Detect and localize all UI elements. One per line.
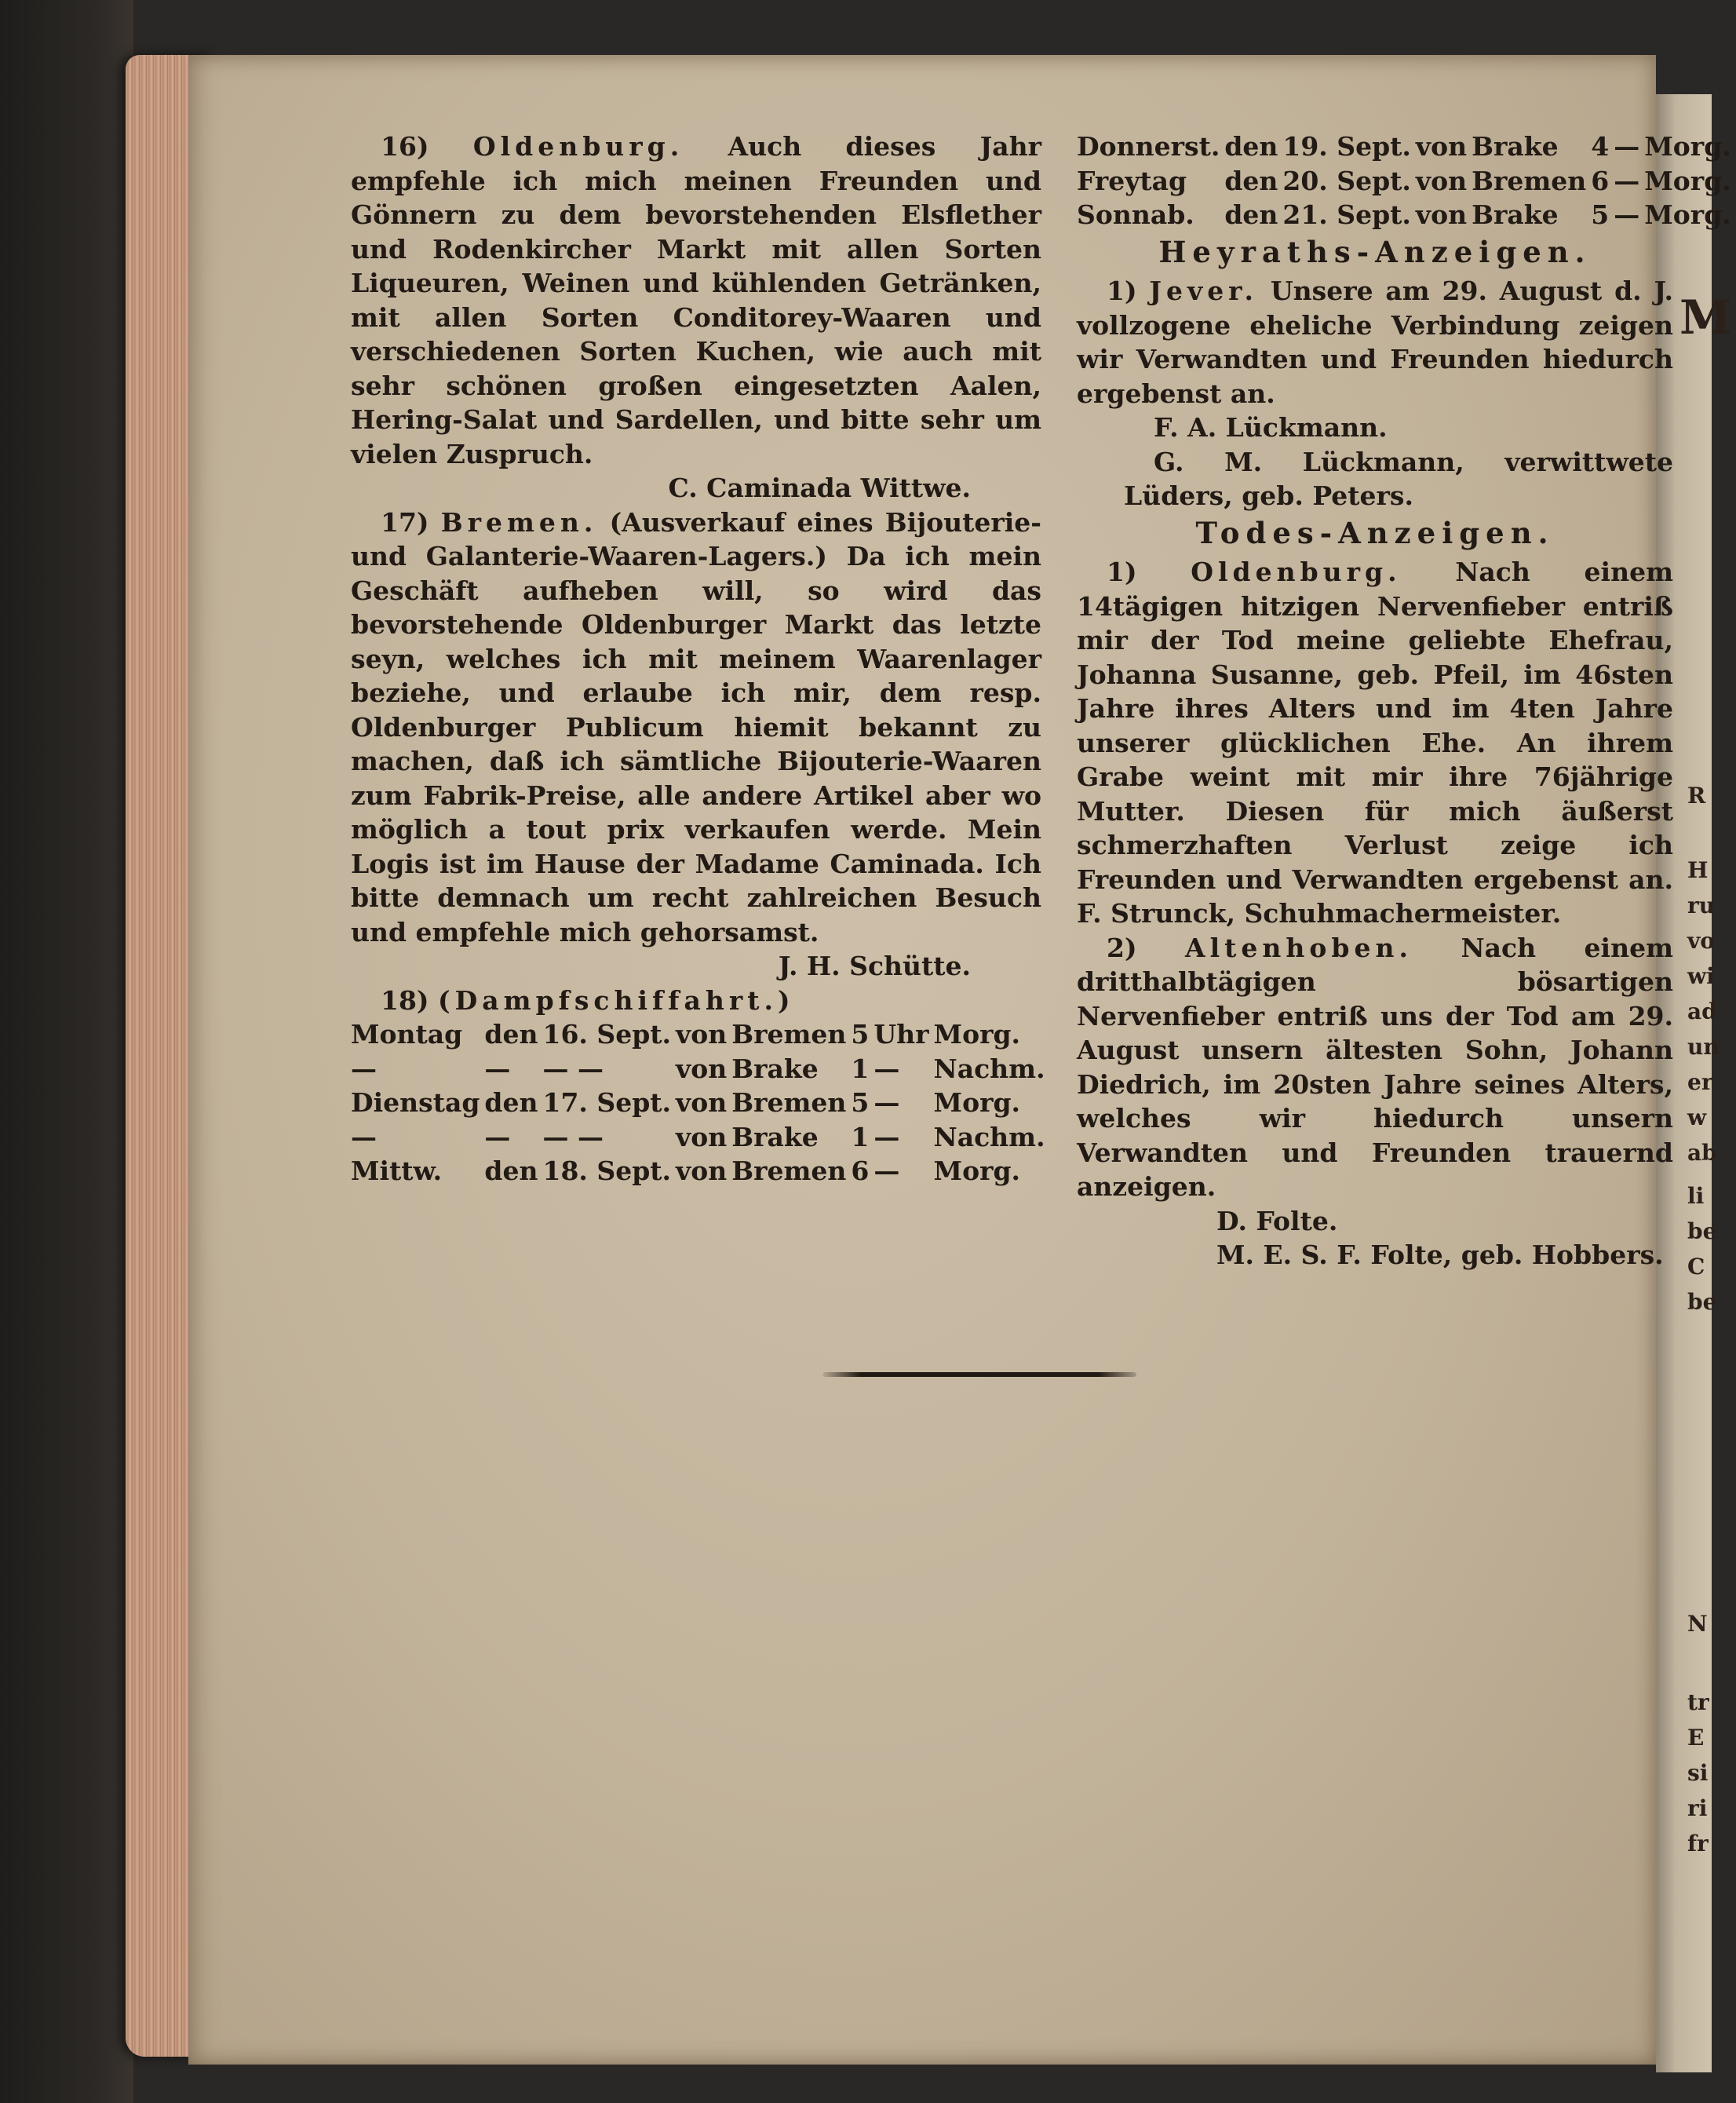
schedule-den: den bbox=[484, 1087, 538, 1118]
schedule-hour: 4 bbox=[1591, 131, 1610, 162]
ad-text: Auch dieses Jahr empfehle ich mich meinen Freunden und Gönnern zu dem bevorstehenden Elsflether und Rodenkircher Markt mit allen Sorten Liqueuren, Weinen und kühlenden Getränken, mit allen Sorten Conditorey-Waaren und verschiedenen Sorten Kuchen, wie auch mit sehr schönen großen eingesetzten Aalen, Hering-Salat und Sardellen, und bitte sehr um vielen Zuspruch. bbox=[351, 131, 1041, 469]
facing-page-text: fr bbox=[1687, 1831, 1709, 1857]
notice-signature: D. Folte. bbox=[1216, 1205, 1338, 1236]
facing-page-text: be bbox=[1687, 1218, 1717, 1244]
facing-page-text: ri bbox=[1687, 1795, 1708, 1821]
schedule-von: von bbox=[676, 1019, 728, 1050]
schedule-von: von bbox=[676, 1053, 728, 1084]
schedule-von: von bbox=[1415, 199, 1468, 230]
schedule-row bbox=[1077, 130, 1736, 164]
schedule-day: — bbox=[351, 1053, 377, 1084]
steamship-schedule-continued bbox=[1077, 130, 1736, 232]
steamship-schedule bbox=[351, 1017, 1050, 1188]
schedule-time: Morg. bbox=[933, 1087, 1021, 1118]
schedule-time: Nachm. bbox=[933, 1053, 1045, 1084]
schedule-time: Nachm. bbox=[933, 1121, 1045, 1152]
schedule-row bbox=[351, 1154, 1050, 1188]
schedule-place: Bremen bbox=[1472, 165, 1587, 196]
schedule-von: von bbox=[676, 1087, 728, 1118]
schedule-von: von bbox=[676, 1156, 728, 1186]
schedule-von: von bbox=[1415, 131, 1468, 162]
schedule-place: Bremen bbox=[731, 1156, 847, 1186]
schedule-time: Morg. bbox=[933, 1156, 1021, 1186]
schedule-unit: — bbox=[873, 1053, 900, 1084]
facing-page-text: er bbox=[1687, 1069, 1713, 1095]
ad-18 bbox=[351, 984, 1041, 1018]
schedule-date: 16. Sept. bbox=[542, 1019, 672, 1050]
facing-page-text: N bbox=[1687, 1611, 1708, 1637]
schedule-unit: — bbox=[1614, 199, 1640, 230]
facing-page-text: ab bbox=[1687, 1140, 1717, 1166]
schedule-hour: 1 bbox=[851, 1121, 870, 1152]
facing-page-text: un bbox=[1687, 1034, 1720, 1060]
ad-number: 17) bbox=[381, 506, 429, 538]
facing-page-text: ad bbox=[1687, 999, 1717, 1024]
ad-signature: J. H. Schütte. bbox=[778, 951, 971, 981]
notice-place: Oldenburg. bbox=[1191, 557, 1402, 587]
schedule-hour: 6 bbox=[851, 1156, 870, 1186]
left-text-column bbox=[351, 130, 1045, 1188]
facing-page-text: C bbox=[1687, 1254, 1705, 1280]
schedule-place: Brake bbox=[1472, 199, 1559, 230]
notice-place: Altenhoben. bbox=[1185, 932, 1413, 963]
schedule-unit: — bbox=[873, 1156, 900, 1186]
schedule-date: — — bbox=[542, 1053, 604, 1084]
schedule-unit: — bbox=[1614, 165, 1640, 196]
schedule-hour: 5 bbox=[851, 1019, 870, 1050]
schedule-den: den bbox=[1224, 165, 1278, 196]
schedule-time: Morg. bbox=[1644, 131, 1731, 162]
schedule-date: — — bbox=[542, 1121, 604, 1152]
schedule-den: den bbox=[1224, 131, 1278, 162]
ad-text: (Ausverkauf eines Bijouterie- und Galanterie-Waaren-Lagers.) Da ich mein Geschäft aufheben will, so wird das bevorstehende Oldenburger Markt das letzte seyn, welches ich mit meinem Waarenlager beziehe, und erlaube ich mir, dem resp. Oldenburger Publicum hiemit bekannt zu machen, daß ich sämtliche Bijouterie-Waaren zum Fabrik-Preise, alle andere Artikel aber wo möglich a tout prix verkaufen werde. Mein Logis ist im Hause der Madame Caminada. Ich bitte demnach um recht zahlreichen Besuch und empfehle mich gehorsamst. bbox=[351, 506, 1041, 947]
facing-page-text: ru bbox=[1687, 893, 1716, 918]
schedule-row bbox=[1077, 164, 1736, 199]
schedule-unit: — bbox=[873, 1087, 900, 1118]
schedule-place: Bremen bbox=[731, 1019, 847, 1050]
schedule-day: Freytag bbox=[1077, 165, 1187, 196]
ad-number: 18) bbox=[381, 984, 429, 1016]
facing-page-text: w bbox=[1687, 1104, 1707, 1130]
death-notice-1 bbox=[1077, 555, 1673, 931]
schedule-day: Montag bbox=[351, 1019, 463, 1050]
schedule-time: Morg. bbox=[933, 1019, 1021, 1050]
death-notice-2 bbox=[1077, 931, 1673, 1204]
notice-number: 1) bbox=[1107, 276, 1137, 306]
schedule-row bbox=[351, 1052, 1050, 1086]
schedule-von: von bbox=[1415, 165, 1468, 196]
ad-16 bbox=[351, 130, 1041, 471]
facing-page-text: be bbox=[1687, 1289, 1717, 1315]
ad-signature: C. Caminada Wittwe. bbox=[668, 473, 971, 503]
schedule-den: — bbox=[484, 1121, 511, 1152]
schedule-den: den bbox=[484, 1156, 538, 1186]
schedule-hour: 1 bbox=[851, 1053, 870, 1084]
section-divider-rule bbox=[822, 1372, 1136, 1377]
schedule-place: Brake bbox=[1472, 131, 1559, 162]
ad-number: 16) bbox=[381, 131, 429, 162]
schedule-place: Bremen bbox=[731, 1087, 847, 1118]
schedule-day: Sonnab. bbox=[1077, 199, 1194, 230]
notice-text: Nach einem 14tägigen hitzigen Nervenfieber entriß mir der Tod meine geliebte Ehefrau, Johanna Susanne, geb. Pfeil, im 46sten Jahre ihres Alters und im 4ten Jahre unserer glücklichen Ehe. An ihrem Grabe weint mit mir ihre 76jährige Mutter. Diesen für mich äußerst schmerzhaften Verlust zeige ich Freunden und Verwandten ergebenst an. bbox=[1077, 557, 1673, 895]
facing-page-text: vo bbox=[1687, 928, 1715, 954]
schedule-row bbox=[351, 1120, 1050, 1155]
notice-text: Unsere am 29. August d. J. vollzogene eheliche Verbindung zeigen wir Verwandten und Freunden hiedurch ergebenst an. bbox=[1077, 276, 1673, 409]
scan-background bbox=[0, 0, 133, 2103]
notice-signature: M. E. S. F. Folte, geb. Hobbers. bbox=[1216, 1240, 1664, 1270]
schedule-hour: 5 bbox=[851, 1087, 870, 1118]
schedule-unit: Uhr bbox=[873, 1019, 929, 1050]
schedule-von: von bbox=[676, 1121, 728, 1152]
schedule-day: Mittw. bbox=[351, 1156, 443, 1186]
ad-heading: (Dampfschiffahrt.) bbox=[438, 984, 795, 1016]
schedule-time: Morg. bbox=[1644, 165, 1731, 196]
schedule-hour: 6 bbox=[1591, 165, 1610, 196]
schedule-row bbox=[351, 1017, 1050, 1052]
notice-signature: F. A. Lückmann. bbox=[1154, 412, 1388, 443]
facing-page-text: si bbox=[1687, 1760, 1709, 1786]
schedule-unit: — bbox=[1614, 131, 1640, 162]
ad-place: Oldenburg. bbox=[472, 131, 684, 162]
facing-page-text: H bbox=[1687, 857, 1709, 883]
notice-number: 2) bbox=[1107, 932, 1137, 963]
schedule-date: 19. Sept. bbox=[1282, 131, 1411, 162]
notice-signature: F. Strunck, Schuhmachermeister. bbox=[1077, 898, 1562, 929]
facing-page-text: M bbox=[1679, 290, 1732, 345]
schedule-date: 18. Sept. bbox=[542, 1156, 672, 1186]
schedule-den: den bbox=[1224, 199, 1278, 230]
death-notices-heading: Todes-Anzeigen. bbox=[1195, 515, 1555, 550]
notice-signature: G. M. Lückmann, verwittwete Lüders, geb. Peters. bbox=[1124, 446, 1673, 511]
notice-text: Nach einem dritthalbtägigen bösartigen Nervenfieber entriß uns der Tod am 29. August unsern ältesten Sohn, Johann Diedrich, im 20sten Jahre seines Alters, welches wir hiedurch unsern Verwandten und Freunden trauernd anzeigen. bbox=[1077, 932, 1673, 1202]
schedule-date: 17. Sept. bbox=[542, 1087, 672, 1118]
facing-page-text: li bbox=[1687, 1183, 1705, 1209]
schedule-date: 20. Sept. bbox=[1282, 165, 1411, 196]
schedule-place: Brake bbox=[731, 1053, 819, 1084]
facing-page-text: R bbox=[1687, 783, 1706, 809]
ad-place: Bremen. bbox=[440, 506, 598, 538]
marriage-notice-1 bbox=[1077, 274, 1673, 411]
schedule-hour: 5 bbox=[1591, 199, 1610, 230]
schedule-row bbox=[351, 1086, 1050, 1120]
schedule-row bbox=[1077, 198, 1736, 232]
marriage-notices-heading: Heyraths-Anzeigen. bbox=[1158, 234, 1592, 269]
schedule-day: Donnerst. bbox=[1077, 131, 1220, 162]
ad-17 bbox=[351, 506, 1041, 950]
schedule-unit: — bbox=[873, 1121, 900, 1152]
schedule-den: — bbox=[484, 1053, 511, 1084]
schedule-date: 21. Sept. bbox=[1282, 199, 1411, 230]
facing-page-text: E bbox=[1687, 1725, 1705, 1751]
notice-place: Jever. bbox=[1149, 276, 1259, 306]
schedule-day: — bbox=[351, 1121, 377, 1152]
facing-page-text: tr bbox=[1687, 1689, 1709, 1715]
schedule-place: Brake bbox=[731, 1121, 819, 1152]
schedule-den: den bbox=[484, 1019, 538, 1050]
schedule-day: Dienstag bbox=[351, 1087, 480, 1118]
schedule-time: Morg. bbox=[1644, 199, 1731, 230]
facing-page-text: wi bbox=[1687, 963, 1715, 989]
notice-number: 1) bbox=[1107, 557, 1137, 587]
